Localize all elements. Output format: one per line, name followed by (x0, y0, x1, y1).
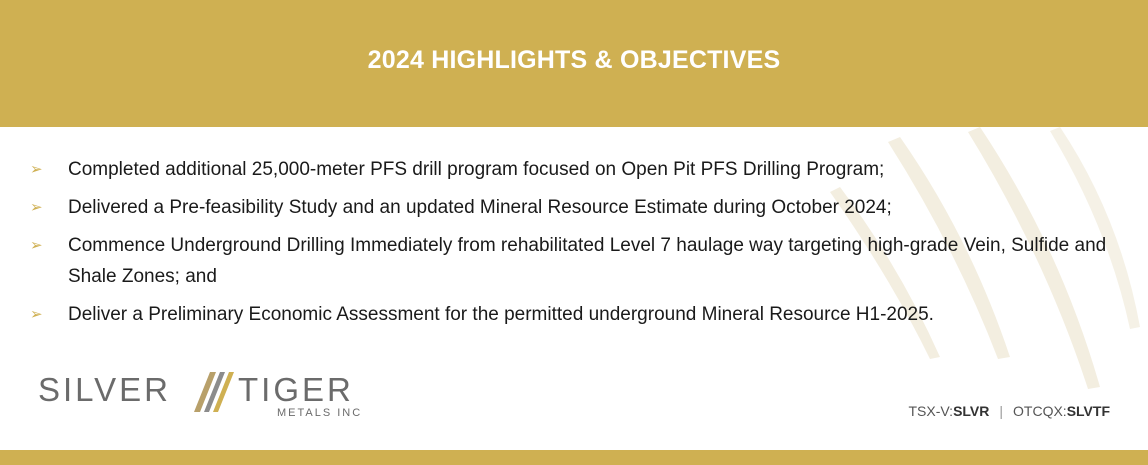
exchange-tsxv: TSX-V: (908, 403, 954, 419)
list-item: ➢ Delivered a Pre-feasibility Study and an updated Mineral Resource Estimate during October 2024; (30, 192, 1130, 223)
arrow-bullet-icon: ➢ (30, 237, 43, 254)
exchange-otcqx: OTCQX: (1013, 403, 1067, 419)
header-banner (0, 0, 1148, 127)
logo-word-tiger: TIGER (238, 371, 354, 408)
tiger-stripes-icon (188, 370, 238, 414)
highlights-list (30, 154, 1130, 337)
arrow-bullet-icon: ➢ (30, 306, 43, 323)
page-title: 2024 HIGHLIGHTS & OBJECTIVES (367, 46, 781, 74)
logo-word-silver: SILVER (38, 371, 171, 408)
symbol-slvtf: SLVTF (1066, 403, 1110, 419)
list-item: ➢ Commence Underground Drilling Immediately from rehabilitated Level 7 haulage way targeting high-grade Vein, Sulfide and Shale Zones; and (30, 230, 1130, 292)
ticker-separator: | (999, 403, 1004, 419)
footer-bar (0, 450, 1148, 465)
company-logo (38, 370, 368, 430)
symbol-slvr: SLVR (953, 403, 990, 419)
logo-subtitle: METALS INC (277, 407, 363, 419)
list-item: ➢ Deliver a Preliminary Economic Assessment for the permitted underground Mineral Resource H1-2025. (30, 299, 1130, 330)
ticker-symbols (908, 403, 1110, 419)
arrow-bullet-icon: ➢ (30, 199, 43, 216)
arrow-bullet-icon: ➢ (30, 161, 43, 178)
list-item: ➢ Completed additional 25,000-meter PFS drill program focused on Open Pit PFS Drilling Program; (30, 154, 1130, 185)
